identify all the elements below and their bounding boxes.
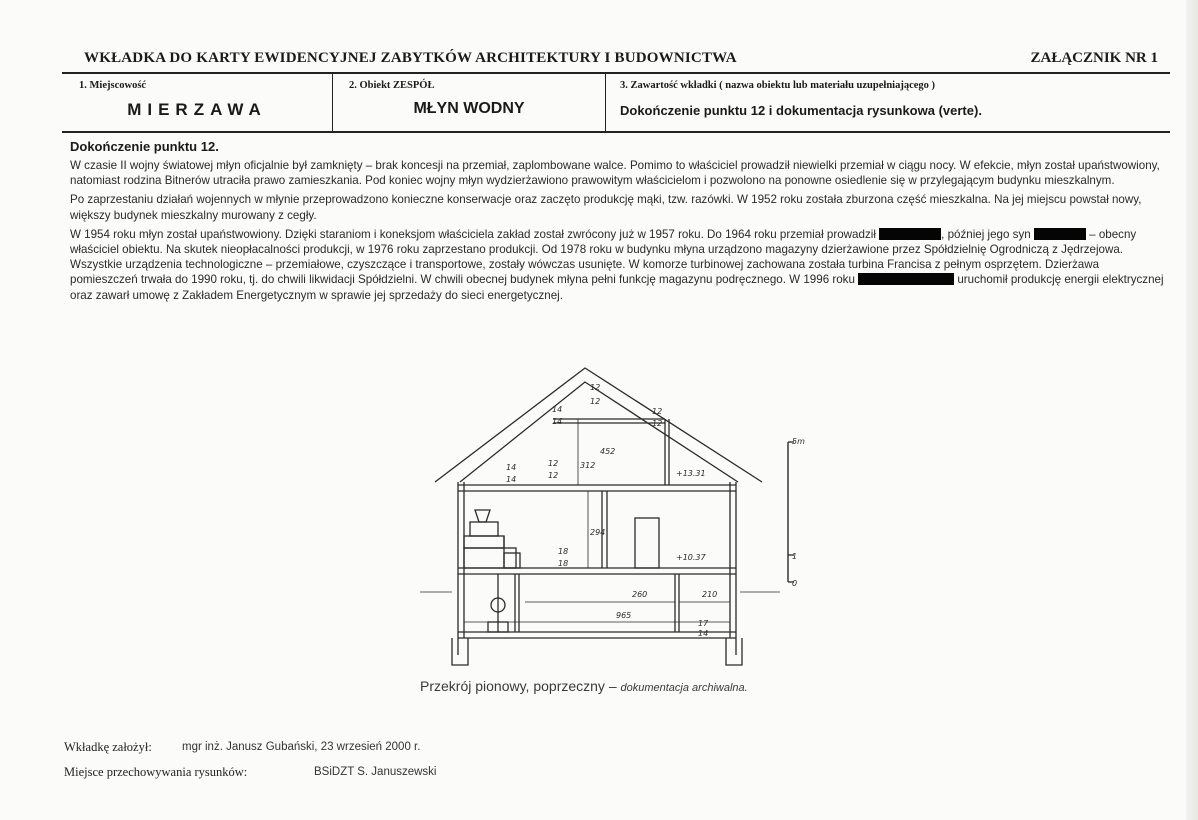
footer-storage	[64, 765, 437, 780]
dim-label: 12	[652, 419, 663, 428]
mill-stand	[464, 548, 516, 568]
founder-label: Wkładkę założył:	[64, 740, 152, 754]
annex-number: ZAŁĄCZNIK NR 1	[1030, 50, 1158, 66]
dim-label: 294	[590, 528, 606, 537]
scale-label: 1	[792, 552, 798, 561]
dim-label: 12	[590, 383, 601, 392]
dim-label: 12	[590, 397, 601, 406]
scale-label: 0	[792, 579, 798, 588]
dim-label: 17	[698, 619, 709, 628]
caption-source: dokumentacja archiwalna.	[620, 682, 748, 694]
section-drawing	[420, 360, 820, 670]
dim-label: 12	[652, 407, 663, 416]
field-content	[606, 74, 1170, 131]
fields-rule	[62, 131, 1170, 133]
field-locality	[62, 74, 333, 131]
paragraph-3-part-c: – obecny właściciel obiektu. Na skutek nieopłacalności produkcji, w 1976 roku zaprzestano produkcji. Od 1978 roku w budynku młyna urządzono magazyny dzierżawione przez Spółdzielnię Ogrodniczą z Jędrzejowa. Wszystkie urządzenia technologiczne – przemiałowe, czyszczące i transportowe, zostały wówczas usunięte. W komorze turbinowej zachowana została turbina Francisa z pełnym osprzętem. Dzierżawa pomieszczeń trwała do 1990 roku, tj. do chwili likwidacji Spółdzielni. W chwili obecnej budynek młyna pełni funkcję magazynu podręcznego. W 1996 roku	[70, 227, 1137, 287]
millstone-base	[464, 536, 504, 548]
document-title: WKŁADKA DO KARTY EWIDENCYJNEJ ZABYTKÓW ARCHITEKTURY I BUDOWNICTWA	[84, 50, 737, 66]
left-foundation	[452, 638, 468, 665]
door	[635, 518, 659, 568]
field-locality-label: 1. Miejscowość	[79, 80, 147, 91]
paragraph-2: Po zaprzestaniu działań wojennych w młynie przeprowadzono konieczne konserwacje oraz zaczęto produkcję mąki, tzw. razówki. W 1952 roku została zburzona część mieszkalna. Na jej miejscu powstał nowy, większy budynek mieszkalny murowany z cegły.	[70, 193, 1142, 222]
redaction-block	[879, 228, 941, 240]
drawing-caption	[420, 678, 840, 694]
dim-label: 14	[506, 475, 517, 484]
redaction-block	[1034, 228, 1086, 240]
right-foundation	[726, 638, 742, 665]
dim-label: 18	[558, 559, 569, 568]
paragraph-3	[70, 227, 1166, 303]
storage-label: Miejsce przechowywania rysunków:	[64, 765, 248, 779]
section-title: Dokończenie punktu 12.	[70, 139, 219, 154]
dim-label: 14	[552, 417, 563, 426]
field-object-label: 2. Obiekt ZESPÓŁ	[349, 80, 435, 91]
document-header	[62, 50, 1170, 72]
field-object-value: MŁYN WODNY	[413, 100, 525, 117]
redaction-block	[858, 273, 954, 285]
dim-label: 12	[548, 459, 559, 468]
millstone-top	[470, 522, 498, 536]
level-label: +10.37	[676, 553, 706, 562]
page-edge	[1186, 0, 1198, 820]
field-content-label: 3. Zawartość wkładki ( nazwa obiektu lub materiału uzupełniającego )	[620, 80, 936, 91]
field-content-value: Dokończenie punktu 12 i dokumentacja rysunkowa (verte).	[620, 103, 982, 118]
dim-label: 14	[506, 463, 517, 472]
dim-label: 18	[558, 547, 569, 556]
field-object	[333, 74, 606, 131]
dim-label: 260	[632, 590, 648, 599]
footer-founder	[64, 740, 421, 755]
fields-row	[62, 74, 1170, 131]
scale-label: 5m	[792, 437, 805, 446]
field-locality-value: MIERZAWA	[127, 100, 267, 119]
level-label: +13.31	[676, 469, 706, 478]
paragraph-3-part-d: uruchomił produkcję energii elektrycznej oraz zawarł umowę z Zakładem Energetycznym w sprawie jej sprzedaży do sieci energetycznej.	[70, 273, 1164, 302]
hopper	[475, 510, 490, 522]
dim-label: 12	[548, 471, 559, 480]
dim-label: 210	[702, 590, 718, 599]
paragraph-3-part-a: W 1954 roku młyn został upaństwowiony. Dzięki staraniom i koneksjom właściciela zakład został zwrócony już w 1957 roku. Do 1964 roku przemiał prowadził	[70, 227, 880, 241]
caption-main: Przekrój pionowy, poprzeczny –	[420, 678, 621, 694]
dim-label: 14	[552, 405, 563, 414]
dim-label: 312	[580, 461, 596, 470]
section-body	[70, 158, 1166, 307]
founder-value: mgr inż. Janusz Gubański, 23 wrzesień 2000 r.	[182, 741, 421, 753]
paragraph-1: W czasie II wojny światowej młyn oficjalnie był zamknięty – brak koncesji na przemiał, zaplombowane walce. Pomimo to właściciel prowadził niewielki przemiał w ciągu nocy. W efekcie, młyn został upaństwowiony, natomiast rodzina Bitnerów utraciła prawo zamieszkania. Pod koniec wojny młyn wydzierżawiono prawowitym właścicielom i pozwolono na ponowne osiedlenie się w przylegającym budynku mieszkalnym.	[70, 159, 1160, 188]
paragraph-3-part-b: , później jego syn	[941, 227, 1034, 241]
dim-label: 452	[600, 447, 616, 456]
storage-value: BSiDZT S. Januszewski	[314, 766, 437, 778]
dim-label: 965	[616, 611, 632, 620]
dim-label: 14	[698, 629, 709, 638]
mill-cross-section-svg	[420, 360, 820, 670]
